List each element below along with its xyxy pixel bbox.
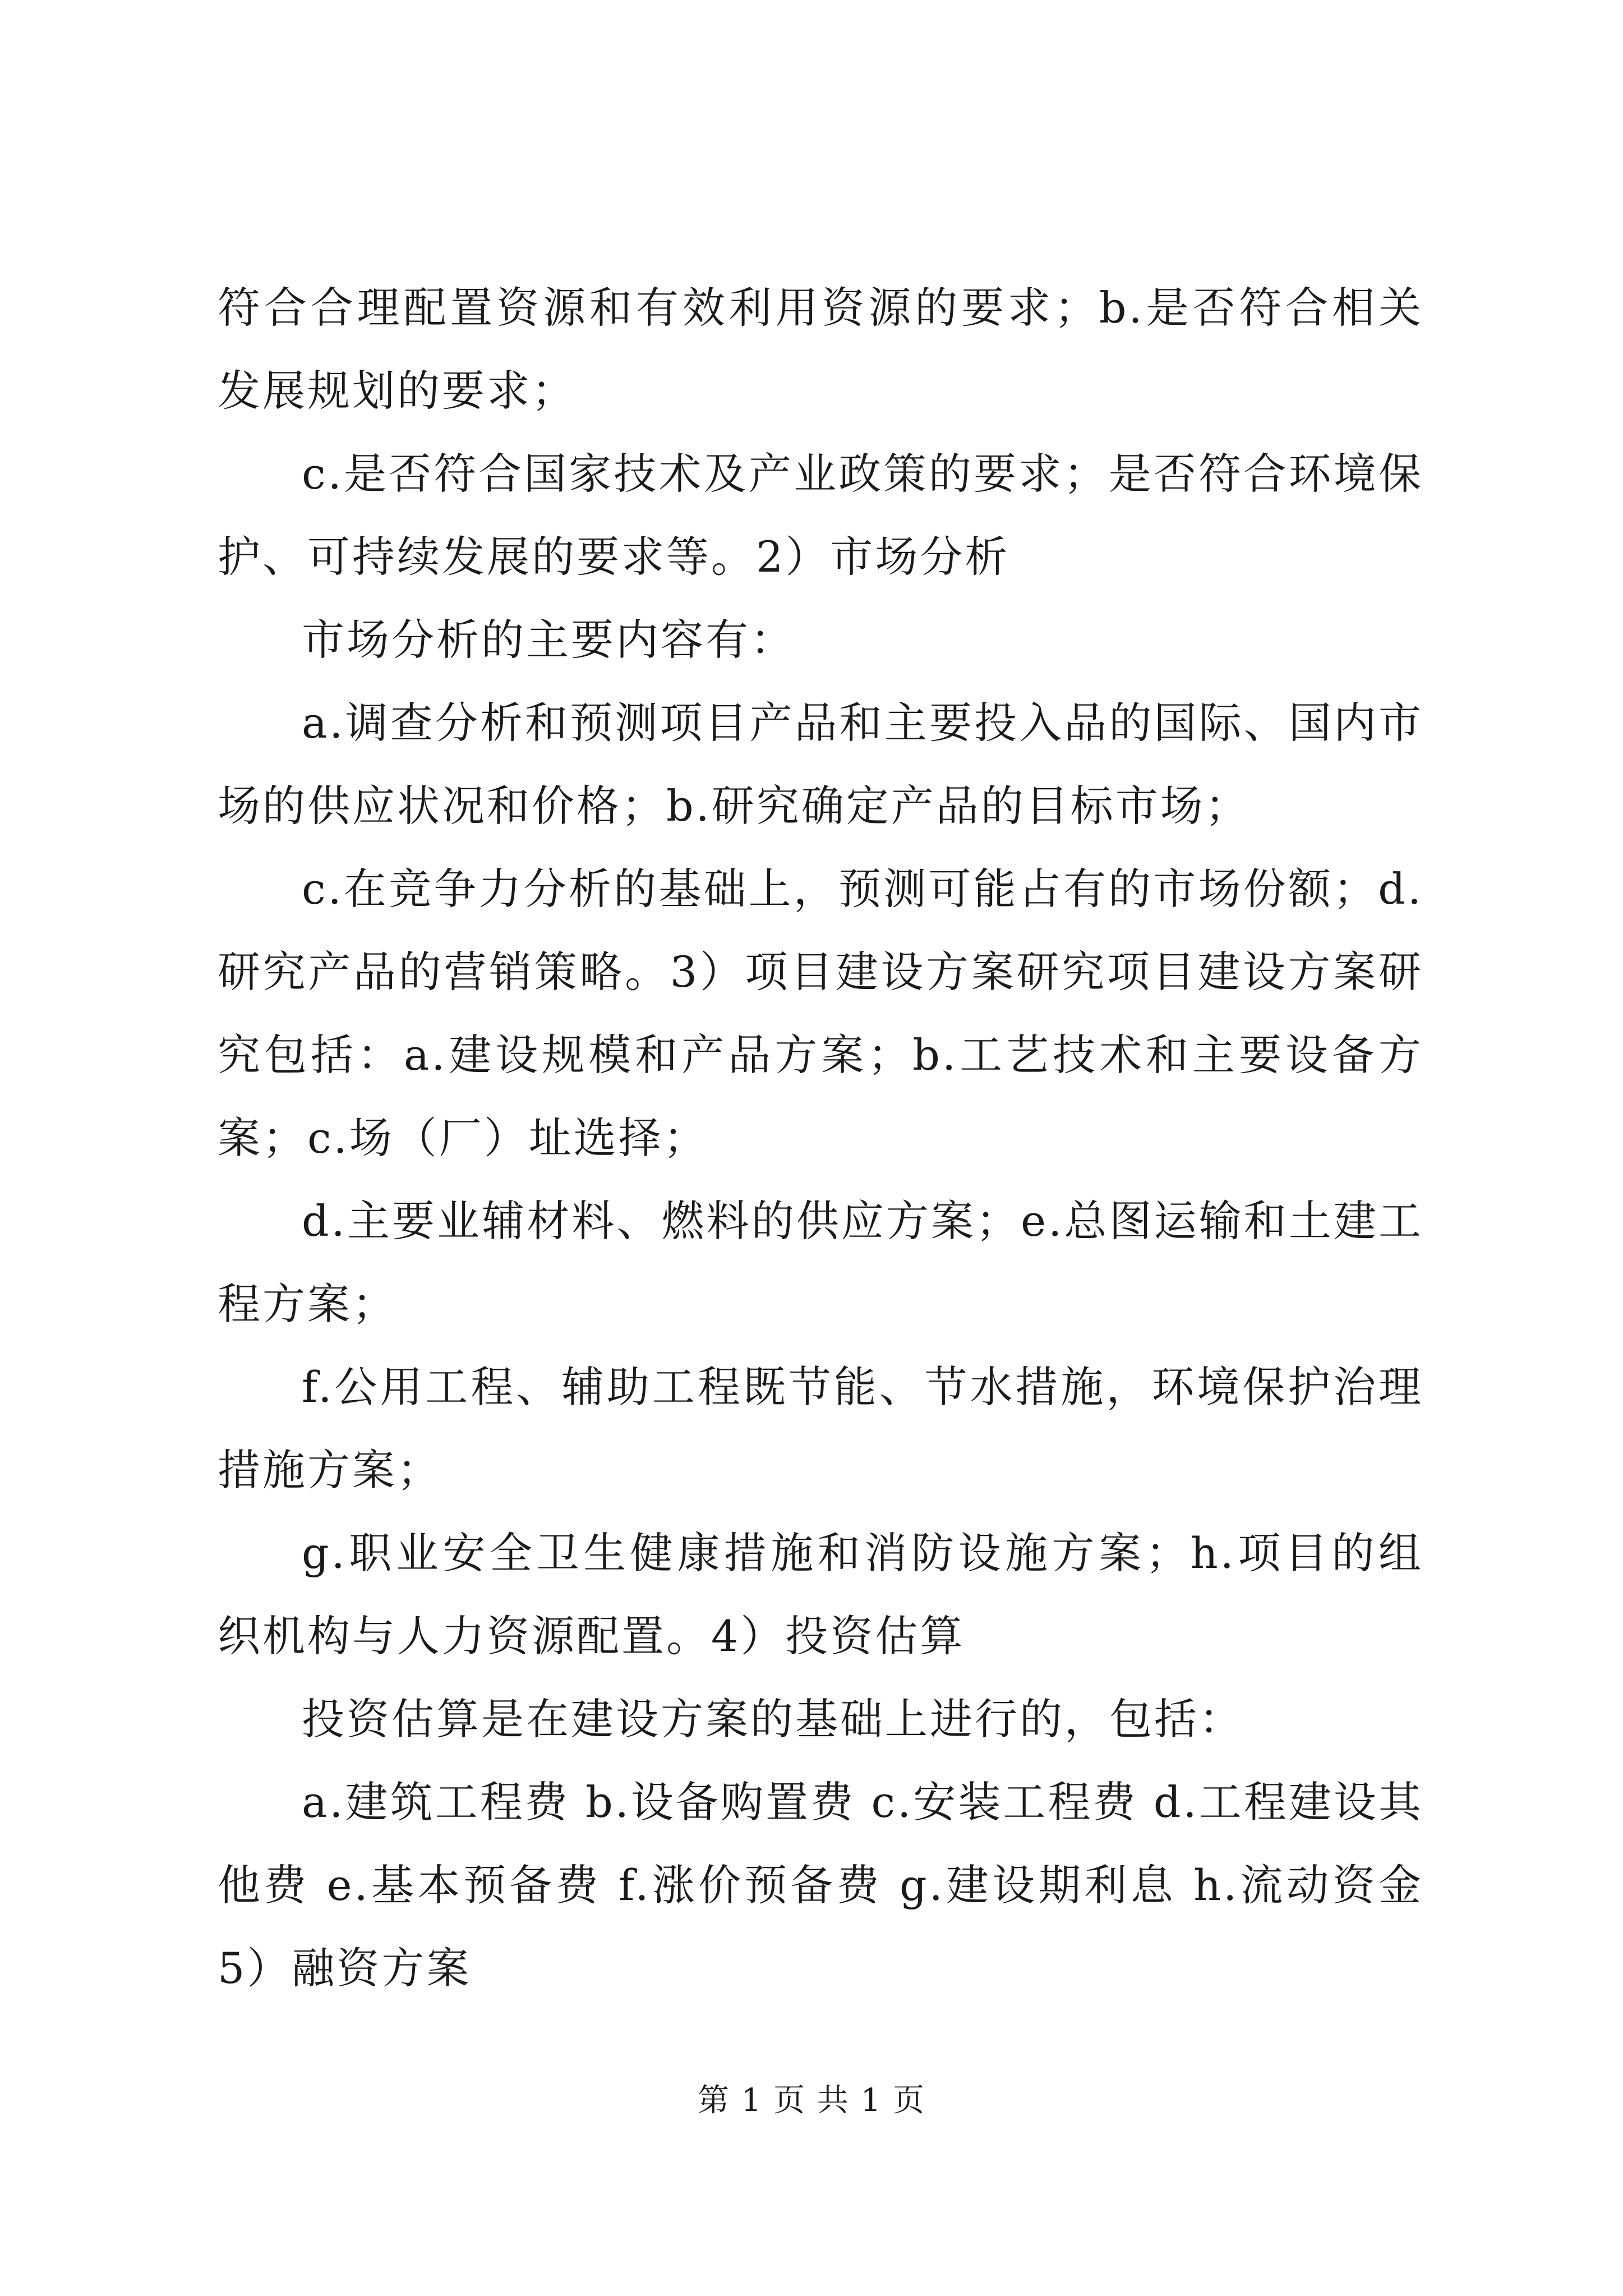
document-body	[218, 266, 1423, 2010]
paragraph-1: 符合合理配置资源和有效利用资源的要求；b.是否符合相关发展规划的要求；	[218, 283, 1423, 416]
page-footer: 第 1 页 共 1 页	[697, 2082, 926, 2119]
paragraph-8: g.职业安全卫生健康措施和消防设施方案；h.项目的组织机构与人力资源配置。4）投资估算	[218, 1528, 1423, 1661]
paragraph-10: a.建筑工程费 b.设备购置费 c.安装工程费 d.工程建设其他费 e.基本预备费 f.涨价预备费 g.建设期利息 h.流动资金 5）融资方案	[218, 1777, 1423, 1993]
paragraph-7: f.公用工程、辅助工程既节能、节水措施，环境保护治理措施方案；	[218, 1362, 1423, 1495]
paragraph-6: d.主要业辅材料、燃料的供应方案；e.总图运输和土建工程方案；	[218, 1196, 1423, 1329]
paragraph-3: 市场分析的主要内容有：	[302, 615, 795, 665]
paragraph-2: c.是否符合国家技术及产业政策的要求；是否符合环境保护、可持续发展的要求等。2）市场分析	[218, 449, 1423, 582]
paragraph-5: c.在竞争力分析的基础上，预测可能占有的市场份额；d.研究产品的营销策略。3）项目建设方案研究项目建设方案研究包括：a.建设规模和产品方案；b.工艺技术和主要设备方案；c.场（厂）址选择；	[218, 864, 1423, 1163]
paragraph-4: a.调查分析和预测项目产品和主要投入品的国际、国内市场的供应状况和价格；b.研究确定产品的目标市场；	[218, 698, 1423, 831]
paragraph-9: 投资估算是在建设方案的基础上进行的，包括：	[302, 1694, 1244, 1744]
